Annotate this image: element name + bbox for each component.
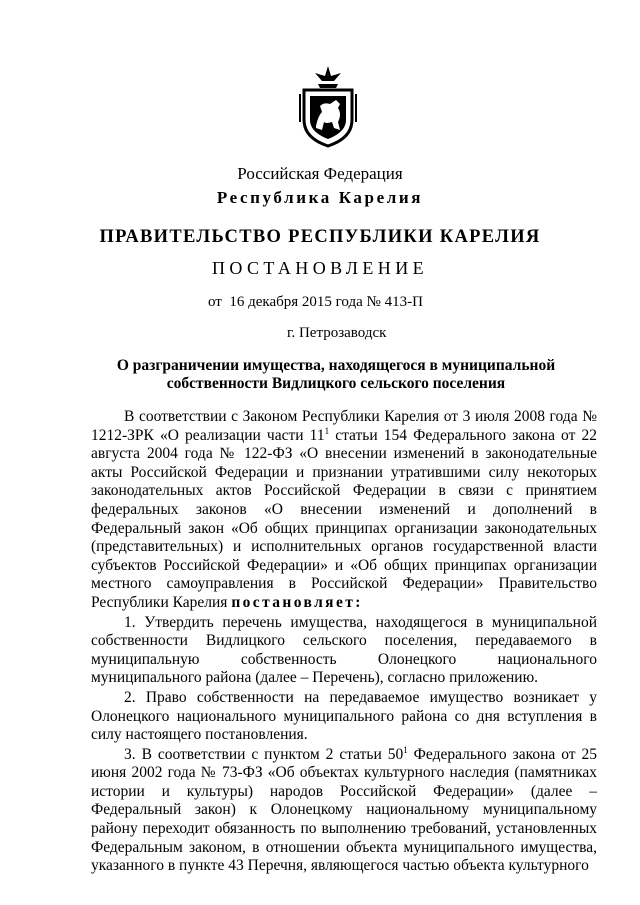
preamble-paragraph: В соответствии с Законом Республики Карелия от 3 июля 2008 года № 1212-ЗРК «О реализации части $11^1$ статьи 154 Федерального закона от 22 августа 2004 года № 122-ФЗ «О внесении изменений в законодательные акты Российской Федерации и признании утратившими силу некоторых законодательных актов Российской Федерации в связи с принятием федеральных законов «О внесении изменений и дополнений в Федеральный закон «Об общих принципах организации законодательных (представительных) и исполнительных органов государственной власти субъектов Российской Федерации» и «Об общих принципах организации местного самоуправления в Российской Федерации» Правительство Республики Карелия постановляет: — [91, 408, 597, 611]
document-type: ПОСТАНОВЛЕНИЕ — [211, 258, 429, 278]
country-heading: Российская Федерация — [237, 164, 403, 183]
document-title: О разграничении имущества, находящегося в муниципальной собственности Видлицкого сельского поселения — [116, 357, 556, 392]
republic-heading: Республика Карелия — [216, 188, 424, 207]
document-body — [91, 408, 597, 877]
item-2-paragraph: 2. Право собственности на передаваемое имущество возникает у Олонецкого национального муниципального района со дня вступления в силу настоящего постановления. — [91, 688, 597, 744]
decree-word: постановляет: — [231, 593, 363, 611]
item-1-paragraph: 1. Утвердить перечень имущества, находящегося в муниципальной собственности Видлицкого сельского поселения, передаваемого в муниципальную собственность Олонецкого национального муниципального района (далее – Перечень), согласно приложению. — [91, 613, 597, 687]
city-line: г. Петрозаводск — [287, 325, 387, 341]
superscript: 1 — [403, 744, 408, 755]
karelia-coat-of-arms-icon — [296, 64, 360, 148]
government-heading: ПРАВИТЕЛЬСТВО РЕСПУБЛИКИ КАРЕЛИЯ — [99, 227, 541, 247]
date-number-line: от 16 декабря 2015 года № 413-П — [208, 294, 423, 310]
superscript: 1 — [324, 425, 330, 436]
item-3-paragraph: 3. В соответствии с пунктом 2 статьи $50^1$ Федерального закона от 25 июня 2002 года № 73-ФЗ «Об объектах культурного наследия (памятниках истории и культуры) народов Российской Федерации» (далее – Федеральный закон) к Олонецкому национальному муниципальному району переходит обязанность по выполнению требований, установленных Федеральным законом, в отношении объекта муниципального имущества, указанного в пункте 43 Перечня, являющегося частью объекта культурного — [91, 744, 597, 875]
